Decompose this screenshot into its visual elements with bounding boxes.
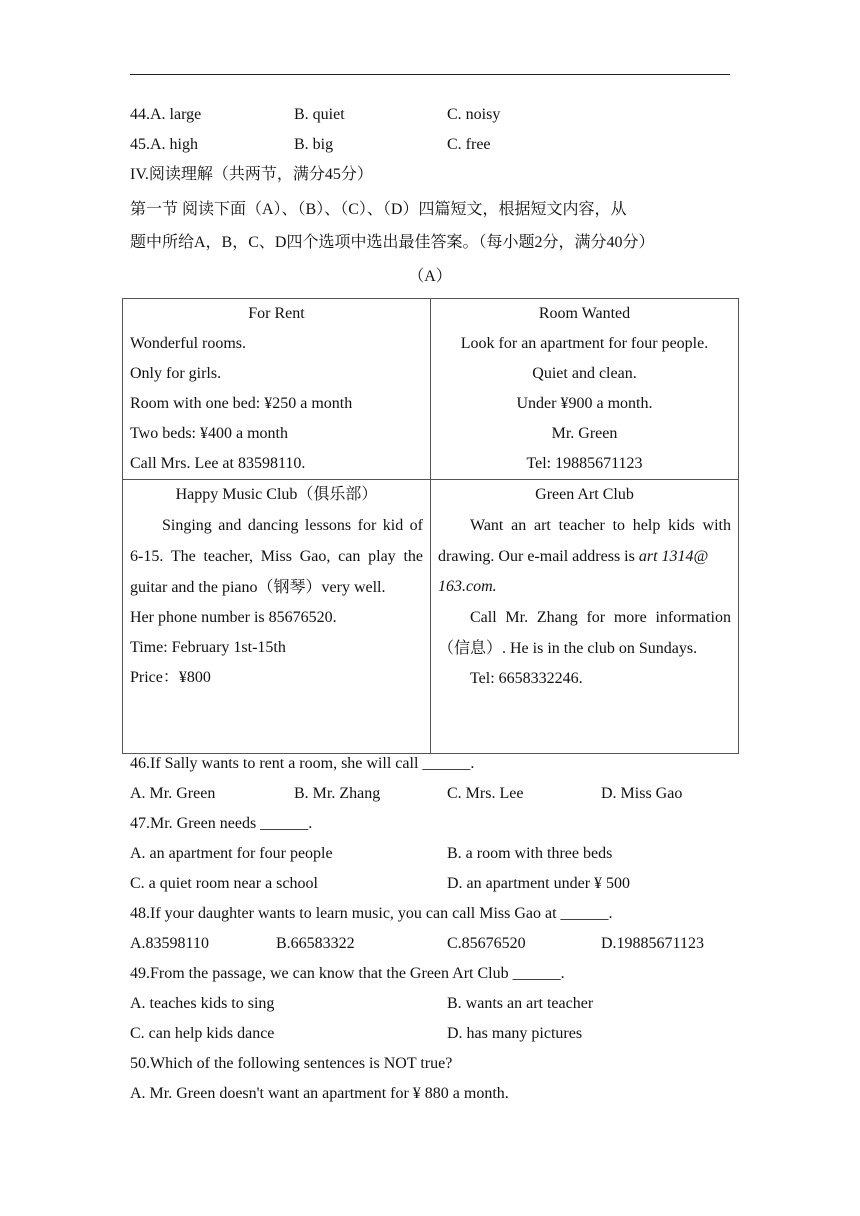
- for-rent-line: Only for girls.: [130, 365, 222, 382]
- for-rent-ad: [123, 299, 431, 480]
- art-club-email-part1: art 1314@: [638, 548, 709, 565]
- q49-option-c: C. can help kids dance: [130, 1025, 275, 1042]
- music-club-time: Time: February 1st-15th: [130, 639, 286, 656]
- section-title: IV.阅读理解（共两节，满分45分）: [130, 166, 373, 183]
- instruction-line-1: 第一节 阅读下面（A）、（B）、（C）、（D）四篇短文，根据短文内容，从: [130, 201, 627, 218]
- room-wanted-line: Look for an apartment for four people.: [460, 335, 709, 352]
- q48-option-c: C.85676520: [447, 935, 526, 952]
- art-club-info: Call Mr. Zhang for more information（信息）. He is in the club on Sundays.: [438, 609, 731, 657]
- q46-option-b: B. Mr. Zhang: [294, 785, 381, 802]
- q50-stem: 50.Which of the following sentences is NOT true?: [130, 1055, 453, 1072]
- ads-table: [122, 298, 739, 754]
- q49-option-d: D. has many pictures: [447, 1025, 583, 1042]
- music-club-title: Happy Music Club（俱乐部）: [175, 486, 378, 503]
- instruction-line-2: 题中所给A，B，C、D四个选项中选出最佳答案。（每小题2分，满分40分）: [130, 234, 655, 251]
- art-club-email-part2: 163.com.: [438, 578, 497, 595]
- for-rent-line: Room with one bed: ¥250 a month: [130, 395, 353, 412]
- for-rent-line: Two beds: ¥400 a month: [130, 425, 288, 442]
- q46-stem: 46.If Sally wants to rent a room, she will call ______.: [130, 755, 475, 772]
- room-wanted-ad: [431, 299, 739, 480]
- question-45: [130, 130, 198, 160]
- q47-option-c: C. a quiet room near a school: [130, 875, 318, 892]
- q44-option-a: 44.A. large: [130, 106, 202, 123]
- for-rent-title: For Rent: [248, 305, 305, 322]
- q48-option-d: D.19885671123: [601, 935, 704, 952]
- q44-option-c: C. noisy: [447, 106, 501, 123]
- room-wanted-line: Under ¥900 a month.: [516, 395, 653, 412]
- art-club-body-text: Want an art teacher to help kids with drawing. Our e-mail address is: [438, 517, 731, 565]
- art-club-title: Green Art Club: [535, 486, 634, 503]
- q45-option-c: C. free: [447, 136, 491, 153]
- music-club-body: Singing and dancing lessons for kid of 6-15. The teacher, Miss Gao, can play the guitar and the piano（钢琴）very well.: [130, 517, 423, 596]
- q46-option-c: C. Mrs. Lee: [447, 785, 524, 802]
- q49-stem: 49.From the passage, we can know that the Green Art Club ______.: [130, 965, 565, 982]
- room-wanted-line: Quiet and clean.: [532, 365, 637, 382]
- q48-option-a: A.83598110: [130, 935, 209, 952]
- for-rent-line: Wonderful rooms.: [130, 335, 247, 352]
- for-rent-line: Call Mrs. Lee at 83598110.: [130, 455, 306, 472]
- room-wanted-line: Tel: 19885671123: [526, 455, 643, 472]
- q45-option-a: 45.A. high: [130, 136, 198, 153]
- passage-label: （A）: [408, 268, 452, 285]
- art-club-ad: [431, 480, 739, 754]
- q45-option-b: B. big: [294, 136, 334, 153]
- art-club-tel: Tel: 6658332246.: [470, 670, 583, 687]
- q49-option-a: A. teaches kids to sing: [130, 995, 275, 1012]
- q47-option-d: D. an apartment under ¥ 500: [447, 875, 631, 892]
- q48-stem: 48.If your daughter wants to learn music, you can call Miss Gao at ______.: [130, 905, 613, 922]
- room-wanted-title: Room Wanted: [538, 305, 631, 322]
- q47-option-b: B. a room with three beds: [447, 845, 613, 862]
- q46-option-a: A. Mr. Green: [130, 785, 216, 802]
- q50-option-a: A. Mr. Green doesn't want an apartment for ¥ 880 a month.: [130, 1085, 509, 1102]
- q47-option-a: A. an apartment for four people: [130, 845, 333, 862]
- music-club-ad: [123, 480, 431, 754]
- art-club-body: [438, 510, 731, 572]
- q44-option-b: B. quiet: [294, 106, 345, 123]
- music-club-phone: Her phone number is 85676520.: [130, 609, 337, 626]
- music-club-price: Price：¥800: [130, 669, 211, 686]
- header-rule: [130, 74, 730, 75]
- question-44: [130, 100, 201, 130]
- q46-option-d: D. Miss Gao: [601, 785, 683, 802]
- q48-option-b: B.66583322: [276, 935, 355, 952]
- room-wanted-line: Mr. Green: [551, 425, 618, 442]
- q49-option-b: B. wants an art teacher: [447, 995, 594, 1012]
- q47-stem: 47.Mr. Green needs ______.: [130, 815, 313, 832]
